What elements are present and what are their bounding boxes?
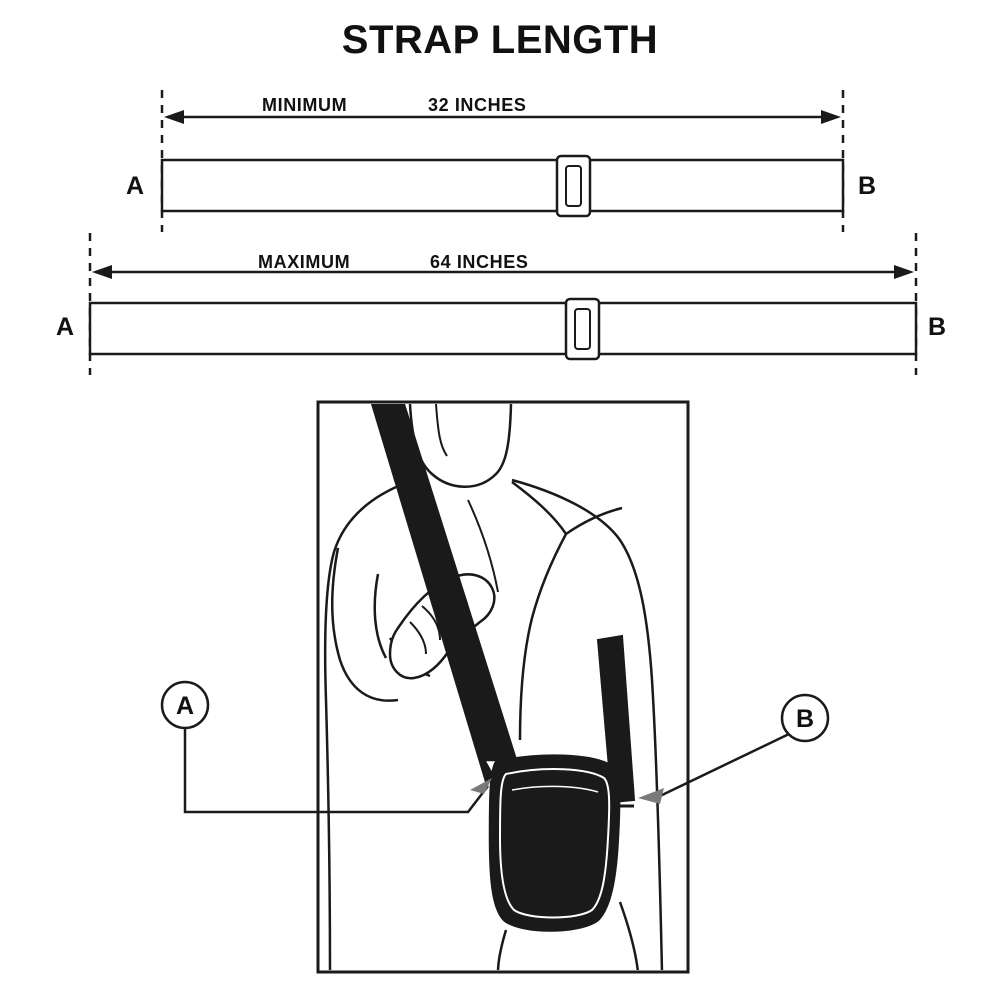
- callout-a-label: A: [175, 692, 195, 720]
- maximum-arrowhead-left: [92, 265, 112, 279]
- minimum-strap-group: [162, 90, 843, 232]
- maximum-label: MAXIMUM: [258, 252, 351, 272]
- callout-b-label: B: [795, 705, 815, 733]
- minimum-end-a: A: [126, 172, 145, 200]
- minimum-end-b: B: [858, 172, 877, 200]
- minimum-strap-adjuster-inner: [566, 166, 581, 206]
- minimum-strap-body: [162, 160, 843, 211]
- maximum-end-a: A: [56, 313, 75, 341]
- maximum-end-b: B: [928, 313, 947, 341]
- minimum-value: 32 INCHES: [428, 95, 527, 115]
- minimum-arrowhead-left: [164, 110, 184, 124]
- maximum-arrowhead-right: [894, 265, 914, 279]
- minimum-label: MINIMUM: [262, 95, 348, 115]
- maximum-value: 64 INCHES: [430, 252, 529, 272]
- minimum-arrowhead-right: [821, 110, 841, 124]
- maximum-strap-adjuster-inner: [575, 309, 590, 349]
- illustration-frame-group: [318, 402, 688, 972]
- maximum-strap-body: [90, 303, 916, 354]
- page-title: STRAP LENGTH: [341, 18, 659, 62]
